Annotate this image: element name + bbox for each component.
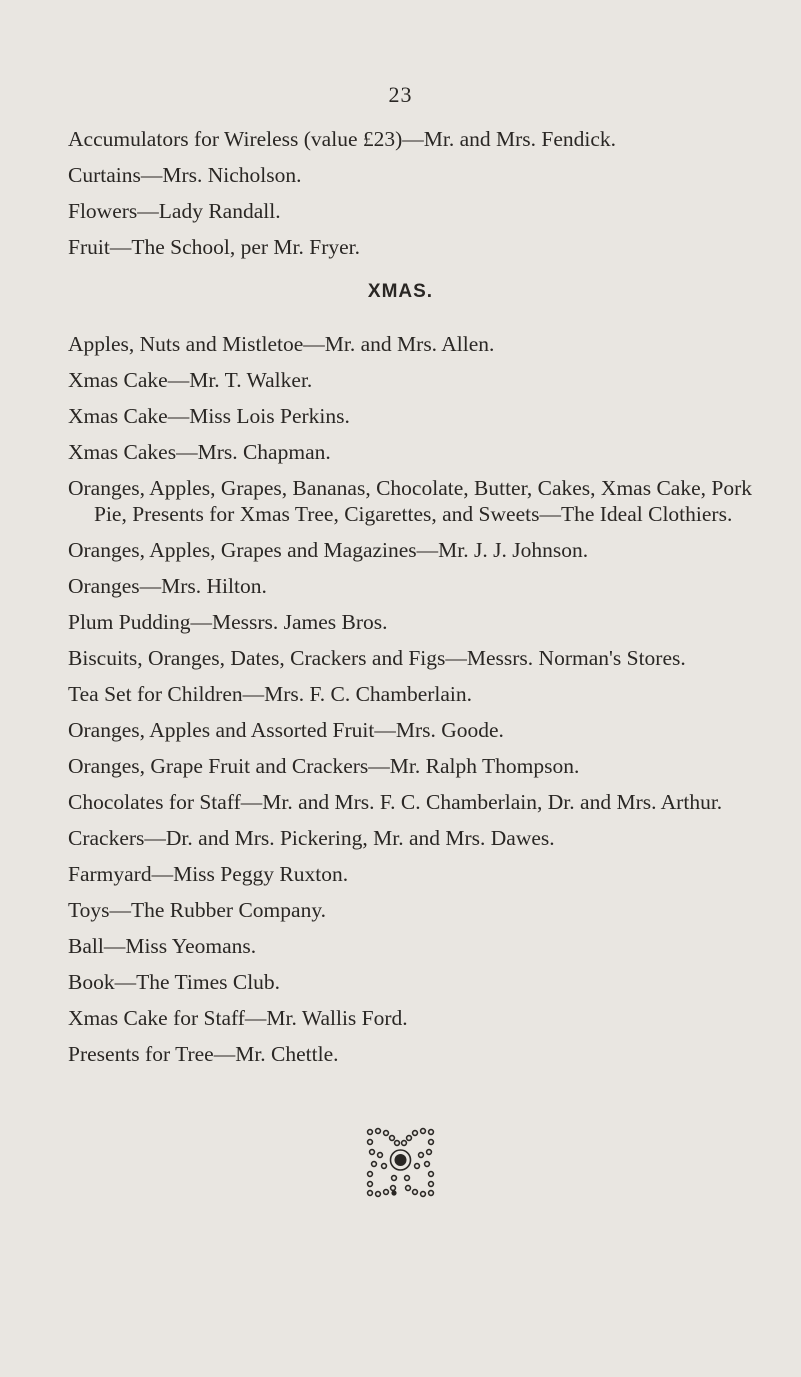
list-item: Oranges, Apples, Grapes and Magazines—Mr. J. J. Johnson. <box>68 538 589 562</box>
list-item: Presents for Tree—Mr. Chettle. <box>68 1042 339 1066</box>
list-item: Xmas Cake for Staff—Mr. Wallis Ford. <box>68 1006 408 1030</box>
list-item: Toys—The Rubber Company. <box>68 898 327 922</box>
section-heading-xmas: XMAS. <box>367 281 434 302</box>
list-item: Oranges, Apples, Grapes, Bananas, Chocolate, Butter, Cakes, Xmas Cake, Pork Pie, Presents for Xmas Tree, Cigarettes, and Sweets—The Ideal Clothiers. <box>68 476 753 526</box>
list-item: Farmyard—Miss Peggy Ruxton. <box>68 862 349 886</box>
list-item: Oranges, Apples and Assorted Fruit—Mrs. Goode. <box>68 718 504 742</box>
list-item: Xmas Cake—Mr. T. Walker. <box>68 368 313 392</box>
list-item: Plum Pudding—Messrs. James Bros. <box>68 610 388 634</box>
donations-list-xmas <box>68 331 768 1077</box>
page-number: 23 <box>388 82 413 107</box>
list-item: Chocolates for Staff—Mr. and Mrs. F. C. Chamberlain, Dr. and Mrs. Arthur. <box>68 790 723 814</box>
donations-list-general <box>68 126 768 270</box>
list-item: Fruit—The School, per Mr. Fryer. <box>68 235 361 259</box>
list-item: Accumulators for Wireless (value £23)—Mr. and Mrs. Fendick. <box>68 127 617 151</box>
printers-ornament-icon <box>364 1126 437 1199</box>
list-item: Xmas Cakes—Mrs. Chapman. <box>68 440 331 464</box>
list-item: Curtains—Mrs. Nicholson. <box>68 163 302 187</box>
list-item: Xmas Cake—Miss Lois Perkins. <box>68 404 350 428</box>
list-item: Apples, Nuts and Mistletoe—Mr. and Mrs. Allen. <box>68 332 495 356</box>
list-item: Biscuits, Oranges, Dates, Crackers and Figs—Messrs. Norman's Stores. <box>68 646 686 670</box>
list-item: Crackers—Dr. and Mrs. Pickering, Mr. and Mrs. Dawes. <box>68 826 555 850</box>
list-item: Book—The Times Club. <box>68 970 281 994</box>
list-item: Ball—Miss Yeomans. <box>68 934 257 958</box>
list-item: Oranges—Mrs. Hilton. <box>68 574 267 598</box>
list-item: Flowers—Lady Randall. <box>68 199 281 223</box>
list-item: Oranges, Grape Fruit and Crackers—Mr. Ralph Thompson. <box>68 754 580 778</box>
list-item: Tea Set for Children—Mrs. F. C. Chamberlain. <box>68 682 473 706</box>
